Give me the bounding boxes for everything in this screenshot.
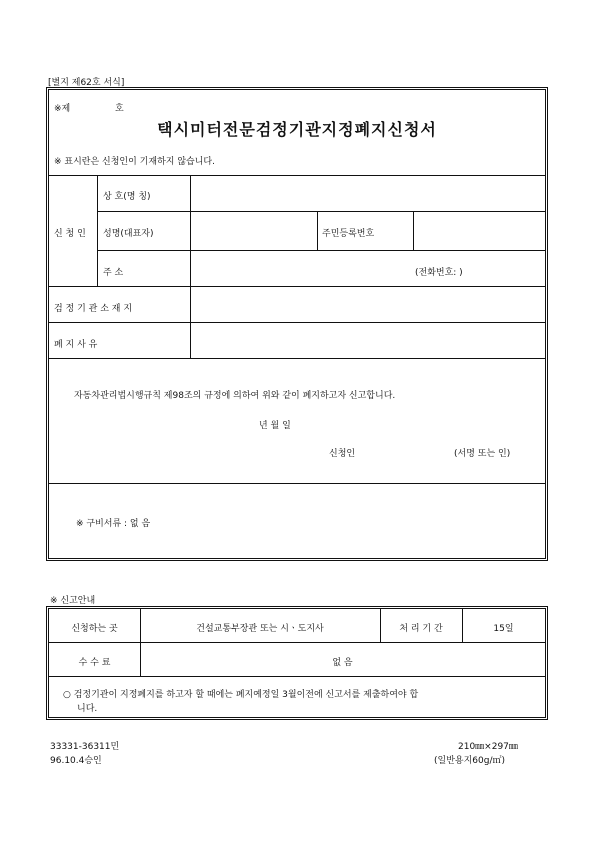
signature-note: (서명 또는 인)	[454, 449, 511, 459]
inspection-location-field[interactable]	[195, 290, 540, 318]
declaration-date: 년 월 일	[259, 421, 291, 431]
guide-heading: ※ 신고안내	[50, 596, 96, 606]
fee-label: 수 수 료	[78, 658, 111, 668]
notice-line-1: ○ 검정기관이 지정폐지를 하고자 할 때에는 폐지예정일 3월이전에 신고서를 제출하여야 합	[63, 690, 419, 700]
paper-size: 210㎜×297㎜	[458, 742, 518, 752]
address-field[interactable]	[195, 254, 415, 282]
representative-field[interactable]	[195, 215, 313, 247]
submit-to-label: 신청하는 곳	[71, 624, 118, 634]
business-name-label: 상 호(명 칭)	[103, 192, 151, 202]
form-title: 택시미터전문검정기관지정폐지신청서	[157, 120, 437, 139]
notice-line-2: 니다.	[77, 704, 98, 714]
number-mark: ※제	[54, 104, 71, 114]
processing-period-label: 처 리 기 간	[399, 624, 443, 634]
applicant-group-label: 신 청 인	[54, 229, 86, 239]
filing-guide-table	[46, 606, 548, 720]
approval-date: 96.10.4승인	[50, 756, 102, 766]
address-label: 주 소	[103, 268, 124, 278]
resident-id-field[interactable]	[418, 215, 540, 247]
resident-id-label: 주민등록번호	[322, 229, 375, 239]
business-name-field[interactable]	[195, 180, 540, 206]
number-suffix: 호	[115, 104, 124, 114]
fee-value: 없 음	[332, 658, 353, 668]
phone-label: (전화번호: )	[415, 268, 463, 278]
application-form	[46, 87, 548, 561]
paper-type: (일반용지60g/㎡)	[434, 756, 505, 766]
processing-period-value: 15일	[493, 624, 514, 634]
form-code: 33331-36311민	[50, 742, 120, 752]
submit-to-value: 건설교통부장관 또는 시ㆍ도지사	[196, 624, 324, 634]
required-documents: ※ 구비서류 : 없 음	[76, 519, 151, 529]
representative-label: 성명(대표자)	[103, 229, 154, 239]
declaration-text: 자동차관리법시행규칙 제98조의 규정에 의하여 위와 같이 폐지하고자 신고합니다.	[74, 391, 396, 401]
closure-reason-label: 폐 지 사 유	[54, 340, 98, 350]
form-number-label: [별지 제62호 서식]	[48, 78, 125, 88]
form-note: ※ 표시란은 신청인이 기재하지 않습니다.	[54, 157, 215, 167]
applicant-signature-label: 신청인	[329, 449, 356, 459]
inspection-location-label: 검 정 기 관 소 재 지	[54, 304, 133, 314]
closure-reason-field[interactable]	[195, 326, 540, 354]
